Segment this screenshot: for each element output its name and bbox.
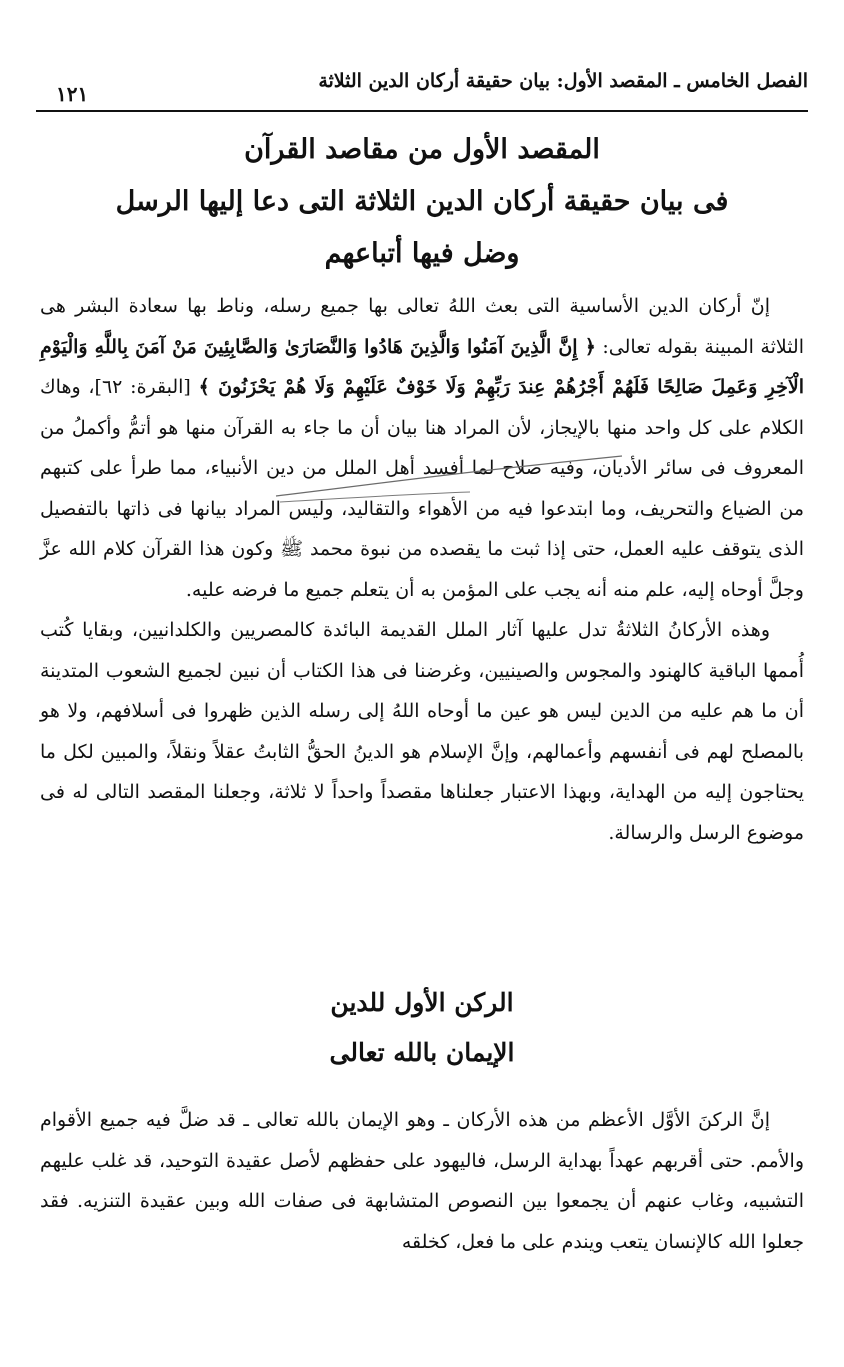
page-number: ١٢١ xyxy=(56,82,89,106)
section-subtitle: الإيمان بالله تعالى xyxy=(329,1038,515,1067)
paragraph-1 xyxy=(40,286,804,610)
body-text-top xyxy=(40,286,804,853)
paragraph-2: وهذه الأركانُ الثلاثةُ تدل عليها آثار الملل القديمة البائدة كالمصريين والكلدانيين، وبقايا كُتب أُممها الباقية كالهنود والمجوس والصينيين، وغرضنا فى هذا الكتاب أن نبين لجميع الشعوب المتدينة أن ما هم عليه من الدين ليس هو عين ما أوحاه اللهُ إلى رسله الذين ظهروا فى أسلافهم، ولا هو بالمصلح لهم فى أنفسهم وأعمالهم، وإنَّ الإسلام هو الدينُ الحقُّ الثابتُ عقلاً ونقلاً، والمبين لكل ما يحتاجون إليه من الهداية، وبهذا الاعتبار جعلناها مقصداً واحداً لا ثلاثة، وجعلنا المقصد التالى له فى موضوع الرسل والرسالة. xyxy=(40,619,804,844)
chapter-heading xyxy=(40,124,804,280)
paragraph-1-rest: [البقرة: ٦٢]، وهاك الكلام على كل واحد منها بالإيجاز، لأن المراد هنا بيان أن ما جاء به القرآن منها هو أتمُّ وأكملُ من المعروف فى سائر الأديان، وفيه صلاح لما أفسد أهل الملل من دين الأنبياء، مما طرأ على كتبهم من الضياع والتحريف، وما ابتدعوا فيه من الأهواء والتقاليد، وليس المراد بيانها فى ذاتها بالتفصيل الذى يتوقف عليه العمل، حتى إذا ثبت ما يقصده من نبوة محمد ﷺ وكون هذا القرآن كلام الله عزَّ وجلَّ أوحاه إليه، علم منه أنه يجب على المؤمن به أن يتعلم جميع ما فرضه عليه. xyxy=(40,376,804,601)
body-text-bottom xyxy=(40,1100,804,1262)
chapter-heading-line-3: وضل فيها أتباعهم xyxy=(324,238,520,269)
section-heading xyxy=(40,978,804,1078)
paragraph-1-intro: إنّ أركان الدين الأساسية التى بعث اللهُ تعالى بها جميع رسله، وناط بها سعادة البشر هى الثلاثة المبينة بقوله تعالى: xyxy=(40,295,805,358)
chapter-heading-line-2: فى بيان حقيقة أركان الدين الثلاثة التى دعا إليها الرسل xyxy=(115,186,729,217)
quran-verse: ﴿ إِنَّ الَّذِينَ آمَنُوا وَالَّذِينَ هَادُوا وَالنَّصَارَىٰ وَالصَّابِئِينَ مَنْ آمَنَ بِاللَّهِ وَالْيَوْمِ الْآخِرِ وَعَمِلَ صَالِحًا فَلَهُمْ أَجْرُهُمْ عِندَ رَبِّهِمْ وَلَا خَوْفٌ عَلَيْهِمْ وَلَا هُمْ يَحْزَنُونَ ﴾ xyxy=(40,335,804,398)
running-header-title: الفصل الخامس ـ المقصد الأول: بيان حقيقة أركان الدين الثلاثة xyxy=(318,70,808,92)
running-header xyxy=(36,64,808,112)
chapter-heading-line-1: المقصد الأول من مقاصد القرآن xyxy=(244,134,600,165)
paragraph-3: إنَّ الركنَ الأوَّل الأعظم من هذه الأركان ـ وهو الإيمان بالله تعالى ـ قد ضلَّ فيه جميع الأقوام والأمم. حتى أقربهم عهداً بهداية الرسل، فاليهود على حفظهم لأصل عقيدة التوحيد، قد غلب عليهم التشبيه، وغاب عنهم أن يجمعوا بين النصوص المتشابهة فى صفات الله وبين عقيدة التنزيه. فقد جعلوا الله كالإنسان يتعب ويندم على ما فعل، كخلقه xyxy=(40,1109,804,1253)
header-rule xyxy=(36,110,808,112)
section-title: الركن الأول للدين xyxy=(330,988,514,1017)
